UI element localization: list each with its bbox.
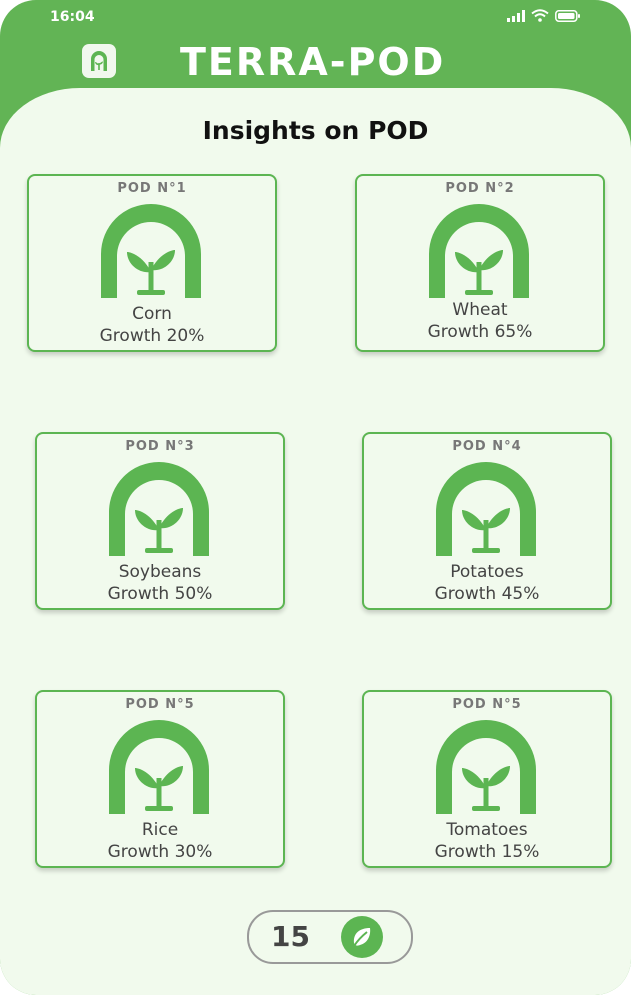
arch-sprout-icon: [421, 204, 537, 298]
pod-crop: Soybeans: [118, 562, 202, 582]
pod-card-3[interactable]: [35, 432, 285, 610]
pod-label: POD N°1: [117, 181, 187, 196]
battery-icon: [555, 10, 581, 22]
pod-label: POD N°3: [125, 439, 195, 454]
arch-sprout-icon: [428, 720, 544, 814]
pod-crop: Wheat: [452, 300, 508, 320]
counter-value: 15: [271, 920, 310, 953]
app-title: TERRA-POD: [180, 40, 446, 84]
status-bar: [0, 0, 631, 34]
wifi-icon: [531, 9, 549, 22]
content-panel: [0, 88, 631, 995]
arch-sprout-icon: [101, 720, 217, 814]
leaf-button[interactable]: [341, 916, 383, 958]
arch-sprout-icon: [101, 462, 217, 556]
leaf-counter[interactable]: [247, 910, 413, 964]
arch-sprout-icon: [93, 204, 209, 298]
leaf-icon: [348, 923, 376, 951]
pod-growth: Growth 45%: [434, 584, 540, 604]
pod-label: POD N°2: [445, 181, 515, 196]
signal-icon: [507, 10, 525, 22]
page-title: Insights on POD: [202, 116, 429, 145]
pod-growth: Growth 30%: [107, 842, 213, 862]
pod-card-1[interactable]: [27, 174, 277, 352]
app-logo[interactable]: [82, 44, 116, 78]
status-icons: [507, 9, 581, 22]
greenhouse-plant-icon: [87, 49, 111, 73]
pod-label: POD N°4: [452, 439, 522, 454]
pod-growth: Growth 65%: [427, 322, 533, 342]
pod-label: POD N°5: [125, 697, 195, 712]
pod-card-5[interactable]: [35, 690, 285, 868]
app-header: [0, 36, 631, 88]
pod-card-6[interactable]: [362, 690, 612, 868]
pod-growth: Growth 15%: [434, 842, 540, 862]
pod-label: POD N°5: [452, 697, 522, 712]
status-time: 16:04: [50, 9, 95, 25]
pod-card-2[interactable]: [355, 174, 605, 352]
pod-crop: Corn: [132, 304, 172, 324]
pod-growth: Growth 50%: [107, 584, 213, 604]
pod-growth: Growth 20%: [99, 326, 205, 346]
pod-card-4[interactable]: [362, 432, 612, 610]
pod-crop: Potatoes: [450, 562, 524, 582]
pod-crop: Rice: [141, 820, 179, 840]
pod-crop: Tomatoes: [446, 820, 528, 840]
arch-sprout-icon: [428, 462, 544, 556]
